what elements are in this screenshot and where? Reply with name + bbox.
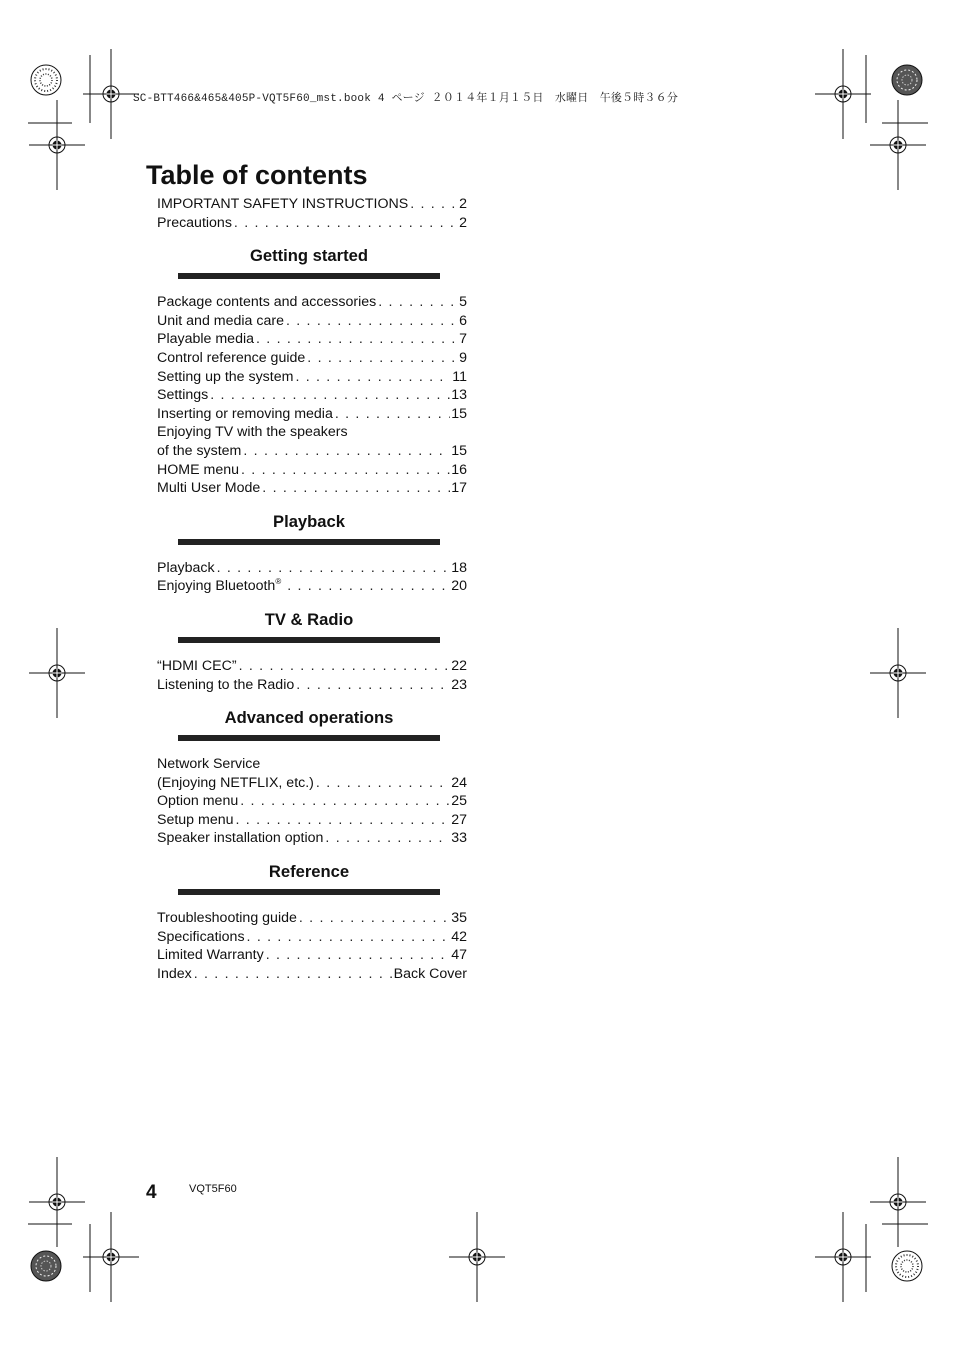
toc-entry[interactable] xyxy=(157,910,467,929)
toc-entry-page: 7 xyxy=(459,331,467,348)
section-heading-advanced-operations: Advanced operations xyxy=(224,708,394,728)
toc-entry[interactable] xyxy=(157,196,467,215)
toc-entry-continued[interactable] xyxy=(157,443,467,462)
toc-entry-page: 35 xyxy=(451,910,467,927)
toc-entry-label: Inserting or removing media xyxy=(157,405,333,422)
page-title: Table of contents xyxy=(146,160,368,190)
toc-entry-label: Settings xyxy=(157,387,209,404)
toc-entry-page: 23 xyxy=(451,676,467,693)
toc-entry-continued[interactable] xyxy=(157,775,467,794)
toc-entry[interactable] xyxy=(157,560,467,579)
toc-entry-label: Setup menu xyxy=(157,811,234,828)
toc-entry-label: Playback xyxy=(157,559,215,576)
toc-entry-page: 15 xyxy=(451,405,467,422)
toc-entry-label: Unit and media care xyxy=(157,312,284,329)
toc-entry-label: Precautions xyxy=(157,214,232,231)
toc-entry-label: Listening to the Radio xyxy=(157,676,295,693)
toc-entry-label: “HDMI CEC” xyxy=(157,657,237,674)
toc-entry[interactable] xyxy=(157,756,467,775)
section-heading-tv-radio: TV & Radio xyxy=(264,609,354,629)
toc-entry-label: Setting up the system xyxy=(157,368,294,385)
section-heading-playback: Playback xyxy=(273,511,345,531)
toc-entry-page: 27 xyxy=(451,811,467,828)
toc-entry[interactable] xyxy=(157,578,467,597)
toc-entry-label: HOME menu xyxy=(157,461,239,478)
toc-entry-label: Playable media xyxy=(157,331,255,348)
toc-entry[interactable] xyxy=(157,462,467,481)
print-file-info: SC-BTT466&465&405P-VQT5F60_mst.book 4 ページ ２０１４年１月１５日 水曜日 午後５時３６分 xyxy=(133,93,679,105)
corner-star-br xyxy=(892,1251,922,1281)
corner-star-tl xyxy=(31,65,61,95)
toc-entry-label: Network Service xyxy=(157,756,261,773)
toc-entry[interactable] xyxy=(157,658,467,677)
toc-entry-page: 16 xyxy=(451,461,467,478)
registered-mark: ® xyxy=(275,578,282,587)
toc-entry[interactable] xyxy=(157,215,467,234)
toc-entry-label: IMPORTANT SAFETY INSTRUCTIONS xyxy=(157,196,409,212)
toc-entry[interactable] xyxy=(157,947,467,966)
toc-entry-page: 22 xyxy=(451,657,467,674)
toc-entry[interactable] xyxy=(157,406,467,425)
toc-entry-page: 6 xyxy=(459,312,467,329)
toc-entry[interactable] xyxy=(157,350,467,369)
toc-entry-label: of the system xyxy=(157,442,242,459)
page-number: 4 xyxy=(146,1182,157,1203)
toc-entry-page: 5 xyxy=(459,294,467,311)
toc-entry-page: 9 xyxy=(459,349,467,366)
toc-entry-page: 33 xyxy=(451,830,467,847)
toc-entry[interactable] xyxy=(157,966,467,985)
toc-entry-label: Speaker installation option xyxy=(157,830,324,847)
toc-entry-label: Limited Warranty xyxy=(157,947,264,964)
toc-entry-page: 2 xyxy=(459,196,467,212)
toc-entry[interactable] xyxy=(157,677,467,696)
table-of-contents xyxy=(157,196,467,984)
toc-entry[interactable] xyxy=(157,313,467,332)
toc-entry[interactable] xyxy=(157,830,467,849)
toc-entry-page: 11 xyxy=(452,368,467,385)
document-code: VQT5F60 xyxy=(189,1183,237,1195)
toc-entry-page: Back Cover xyxy=(393,965,467,982)
toc-entry-page: 24 xyxy=(451,774,467,791)
toc-entry-label: Package contents and accessories xyxy=(157,294,377,311)
toc-entry-label: Enjoying TV with the speakers xyxy=(157,424,348,441)
toc-entry-page: 42 xyxy=(451,928,467,945)
toc-entry-page: 47 xyxy=(451,947,467,964)
toc-entry-label: Specifications xyxy=(157,928,245,945)
toc-entry-page: 2 xyxy=(459,214,467,231)
toc-entry-label: Option menu xyxy=(157,793,239,810)
toc-entry[interactable] xyxy=(157,424,467,443)
section-heading-reference: Reference xyxy=(268,862,350,882)
toc-entry-label: (Enjoying NETFLIX, etc.) xyxy=(157,774,314,791)
toc-entry[interactable] xyxy=(157,793,467,812)
toc-entry[interactable] xyxy=(157,387,467,406)
section-heading-getting-started: Getting started xyxy=(249,246,368,266)
toc-entry-label: Multi User Mode xyxy=(157,480,261,497)
toc-entry-page: 25 xyxy=(451,793,467,810)
toc-entry[interactable] xyxy=(157,294,467,313)
toc-entry-page: 13 xyxy=(451,387,467,404)
toc-entry[interactable] xyxy=(157,331,467,350)
toc-entry[interactable] xyxy=(157,929,467,948)
toc-entry-label: Enjoying Bluetooth® xyxy=(157,578,282,595)
corner-star-tr xyxy=(892,65,922,95)
toc-entry[interactable] xyxy=(157,480,467,499)
toc-entry-label: Troubleshooting guide xyxy=(157,910,297,927)
toc-entry-page: 20 xyxy=(451,578,467,595)
toc-entry-page: 15 xyxy=(451,442,467,459)
toc-entry-page: 17 xyxy=(451,480,467,497)
corner-star-bl xyxy=(31,1251,61,1281)
toc-entry-label: Index xyxy=(157,965,192,982)
toc-entry-label: Control reference guide xyxy=(157,349,306,366)
toc-entry[interactable] xyxy=(157,812,467,831)
toc-entry[interactable] xyxy=(157,369,467,388)
toc-entry-page: 18 xyxy=(451,559,467,576)
